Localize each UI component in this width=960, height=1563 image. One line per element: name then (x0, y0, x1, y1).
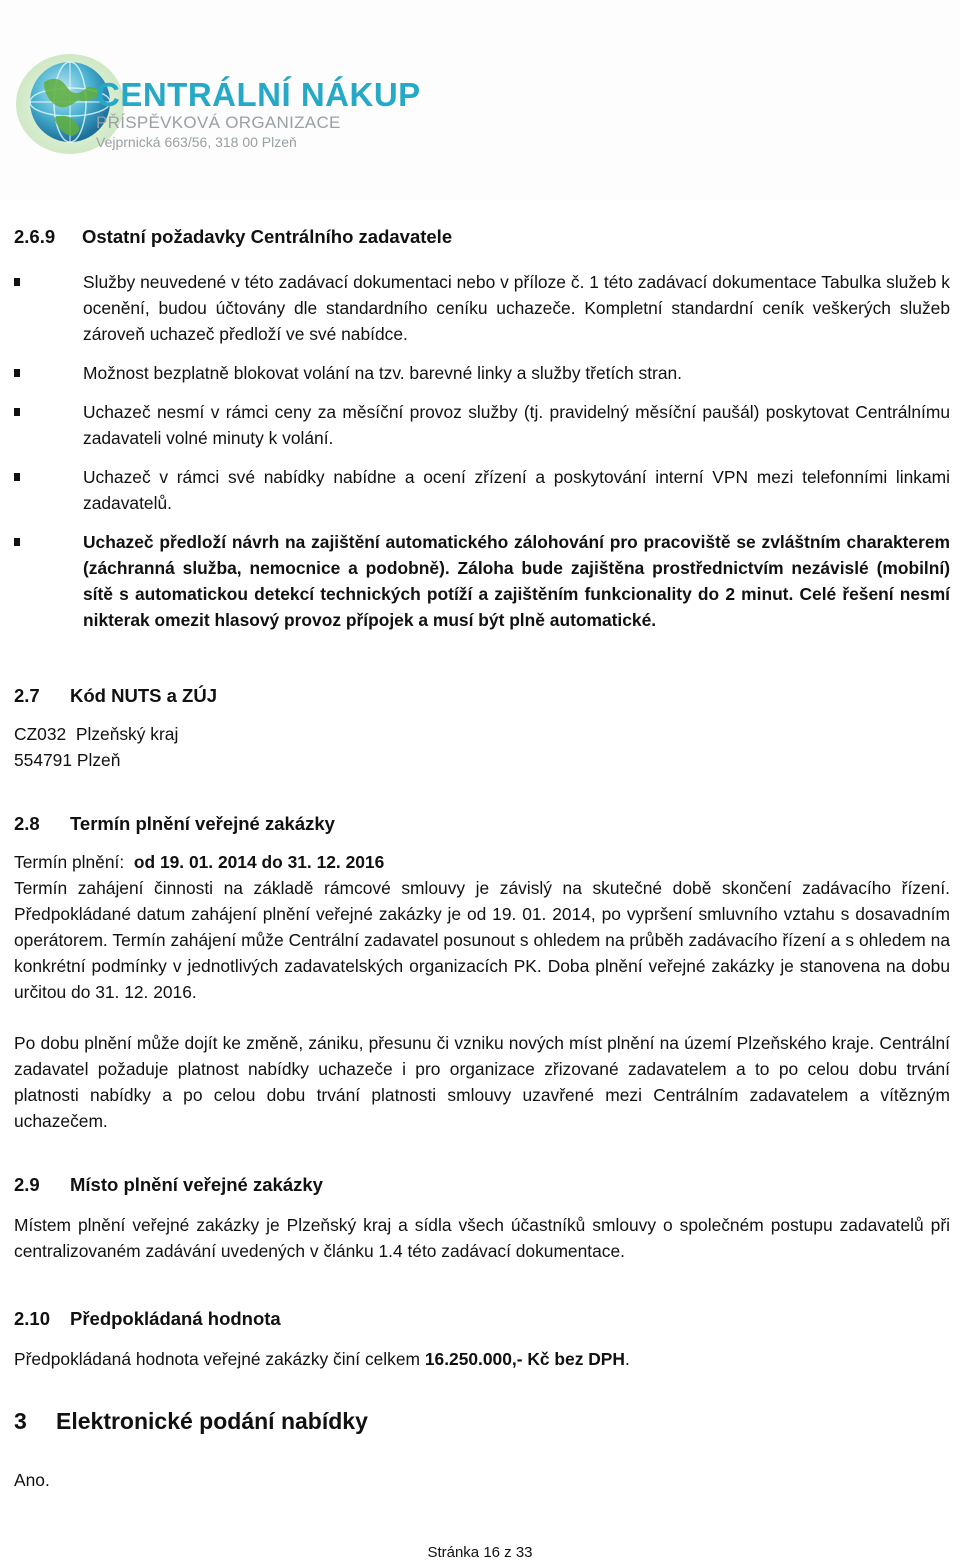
section-title: Místo plnění veřejné zakázky (70, 1174, 323, 1195)
section-number: 2.9 (14, 1174, 40, 1195)
section-heading-2-9 (14, 1172, 950, 1198)
organization-name: CENTRÁLNÍ NÁKUP (96, 76, 421, 113)
section-number: 3 (14, 1408, 27, 1434)
section-heading-2-10 (14, 1306, 950, 1332)
requirements-list (14, 269, 950, 633)
section-title: Předpokládaná hodnota (70, 1308, 281, 1329)
list-item: Služby neuvedené v této zadávací dokumentaci nebo v příloze č. 1 této zadávací dokumentace Tabulka služeb k ocenění, budou účtovány dle standardního ceníku uchazeče. Kompletní standardní ceník veškerých služeb zároveň uchazeč předloží ve své nabídce. (14, 269, 950, 347)
estimated-value-amount: 16.250.000,- Kč bez DPH (424, 1349, 625, 1369)
section-number: 2.8 (14, 813, 40, 834)
document-body (14, 222, 950, 1493)
section-number: 2.6.9 (14, 226, 56, 247)
section-heading-2-6-9 (14, 224, 950, 250)
electronic-submission-answer: Ano. (14, 1470, 50, 1490)
place-change-paragraph: Po dobu plnění může dojít ke změně, zániku, přesunu či vzniku nových míst plnění na území Plzeňského kraje. Centrální zadavatel požaduje platnost nabídky uchazeče i pro organizace zřizované zadavatelem a to po celou dobu trvání platnosti nabídky a po celou dobu trvání platnosti smlouvy uzavřené mezi Centrálním zadavatelem a vítězným uchazečem. (14, 1033, 950, 1131)
section-heading-3 (14, 1408, 950, 1434)
estimated-value-line (14, 1346, 950, 1372)
section-heading-2-7 (14, 683, 950, 709)
list-item: Uchazeč nesmí v rámci ceny za měsíční provoz služby (tj. pravidelný měsíční paušál) poskytovat Centrálnímu zadavateli volné minuty k volání. (14, 399, 950, 451)
place-paragraph: Místem plnění veřejné zakázky je Plzeňský kraj a sídla všech účastníků smlouvy o společném postupu zadavatelů při centralizovaném zadávání uvedených v článku 1.4 této zadávací dokumentace. (14, 1215, 950, 1261)
section-title: Ostatní požadavky Centrálního zadavatele (82, 226, 453, 247)
organization-subtitle: PŘÍSPĚVKOVÁ ORGANIZACE (96, 113, 341, 132)
term-label: Termín plnění: (14, 852, 125, 872)
list-item: Uchazeč v rámci své nabídky nabídne a ocení zřízení a poskytování interní VPN mezi telefonními linkami zadavatelů. (14, 464, 950, 516)
page-number: Stránka 16 z 33 (427, 1544, 533, 1561)
section-title: Kód NUTS a ZÚJ (70, 685, 217, 706)
section-number: 2.10 (14, 1308, 51, 1329)
nuts-code: CZ032 Plzeňský kraj (14, 724, 179, 744)
list-item: Možnost bezplatně blokovat volání na tzv. barevné linky a služby třetích stran. (14, 360, 950, 386)
estimated-value-end: . (624, 1349, 630, 1369)
organization-address: Vejprnická 663/56, 318 00 Plzeň (96, 134, 297, 150)
section-heading-2-8 (14, 811, 950, 837)
list-item: Uchazeč předloží návrh na zajištění automatického zálohování pro pracoviště se zvláštním charakterem (záchranná služba, nemocnice a podobně). Záloha bude zajištěna prostřednictvím nezávislé (mobilní) sítě s automatickou detekcí technických potíží a zajištěním funkcionality do 2 minut. Celé řešení nesmí nikterak omezit hlasový provoz přípojek a musí být plně automatické. (14, 529, 950, 633)
section-title: Elektronické podání nabídky (56, 1408, 368, 1434)
estimated-value-text: Předpokládaná hodnota veřejné zakázky činí celkem (14, 1349, 425, 1369)
zuj-code: 554791 Plzeň (14, 750, 121, 770)
letterhead (0, 0, 960, 200)
term-value: od 19. 01. 2014 do 31. 12. 2016 (133, 852, 385, 872)
section-number: 2.7 (14, 685, 40, 706)
term-paragraph: Termín zahájení činnosti na základě rámcové smlouvy je závislý na skutečné době skončení zadávacího řízení. Předpokládané datum zahájení plnění veřejné zakázky je od 19. 01. 2014, po vypršení smluvního vztahu s dosavadním operátorem. Termín zahájení může Centrální zadavatel posunout s ohledem na průběh zadávacího řízení a s ohledem na konkrétní podmínky v jednotlivých zadavatelských organizacích PK. Doba plnění veřejné zakázky je stanovena na dobu určitou do 31. 12. 2016. (14, 878, 950, 1002)
section-title: Termín plnění veřejné zakázky (70, 813, 335, 834)
term-line (14, 849, 950, 875)
